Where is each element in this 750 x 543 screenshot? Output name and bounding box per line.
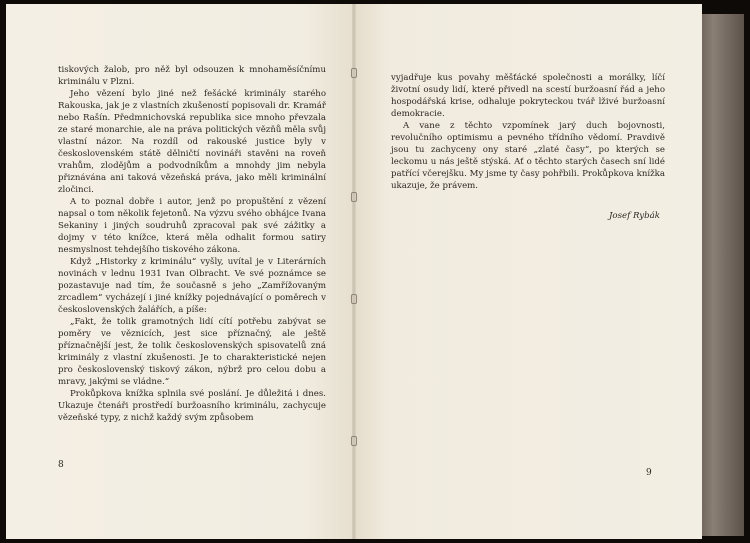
page-number: 9 <box>646 468 652 478</box>
binding-stitch <box>351 192 357 202</box>
book-spread <box>6 4 746 539</box>
right-page-text <box>391 72 665 192</box>
book-spine <box>352 4 356 539</box>
paragraph: Prokůpkova knížka splnila své poslání. Je důležitá i dnes. Ukazuje čtenáři prostředí buržoasního kriminálu, zachycuje vězeňské typy, z nichž každý svým způsobem <box>58 389 326 423</box>
binding-stitch <box>351 436 357 446</box>
binding-stitch <box>351 294 357 304</box>
paragraph: A vane z těchto vzpomínek jarý duch bojovnosti, revolučního optimismu a pevného třídního vědomí. Pravdivě jsou tu zachyceny ony staré „zlaté časy“, po kterých se leckomu u nás ještě stýská. Ať o těchto starých časech sní lidé patřící včerejšku. My jsme ty časy pohřbili. Prokůpkova knížka ukazuje, že právem. <box>391 121 665 191</box>
paragraph: A to poznal dobře i autor, jenž po propuštění z vězení napsal o tom několik fejetonů. Na výzvu svého obhájce Ivana Sekaniny i jiných soudruhů zpracoval pak své zážitky a dojmy v této knížce, která měla odhalit formou satiry nesmyslnost tehdejšího tiskového zákona. <box>58 197 326 255</box>
paragraph: Jeho vězení bylo jiné než fešácké kriminály starého Rakouska, jak je z vlastních zkušeností popisovali dr. Kramář nebo Rašín. Předmnichovská republika sice mnoho převzala ze staré monarchie, ale na práva politických vězňů měla svůj vlastní názor. Na rozdíl od rakouské justice byly v československém státě dělničtí novináři stavěni na roveň vrahům, zlodějům a podvodníkům a mnohdy jim nebyla přiznávána ani taková vězeňská práva, jako měli kriminální zločinci. <box>58 89 326 195</box>
right-page <box>354 4 702 539</box>
page-number: 8 <box>58 460 64 470</box>
left-page <box>6 4 354 539</box>
author-signature: Josef Rybák <box>608 211 660 221</box>
binding-stitch <box>351 68 357 78</box>
page-stack-edge <box>700 14 744 536</box>
quote-paragraph: „Fakt, že tolik gramotných lidí cítí potřebu zabývat se poměry ve věznicích, jest sice příznačný, ale ještě příznačnější jest, že tolik československých spisovatelů zná kriminály z vlastní zkušenosti. Je to charakteristické nejen pro československý tiskový zákon, nýbrž pro celou dobu a mravy, jakými se vládne.“ <box>58 317 326 387</box>
paragraph: Když „Historky z kriminálu“ vyšly, uvítal je v Literárních novinách v lednu 1931 Ivan Olbracht. Ve své poznámce se pozastavuje nad tím, že současně s jeho „Zamřížovaným zrcadlem“ vycházejí i jiné knížky pojednávající o poměrech v československých žalářích, a píše: <box>58 257 326 315</box>
paragraph: tiskových žalob, pro něž byl odsouzen k mnohaměsíčnímu kriminálu v Plzni. <box>58 65 326 87</box>
paragraph: vyjadřuje kus povahy měšťácké společnosti a morálky, líčí životní osudy lidí, které přivedl na scestí buržoasní řád a jeho hospodářská krise, odhaluje pokryteckou tvář lživé buržoasní demokracie. <box>391 73 665 119</box>
left-page-text <box>58 64 326 424</box>
